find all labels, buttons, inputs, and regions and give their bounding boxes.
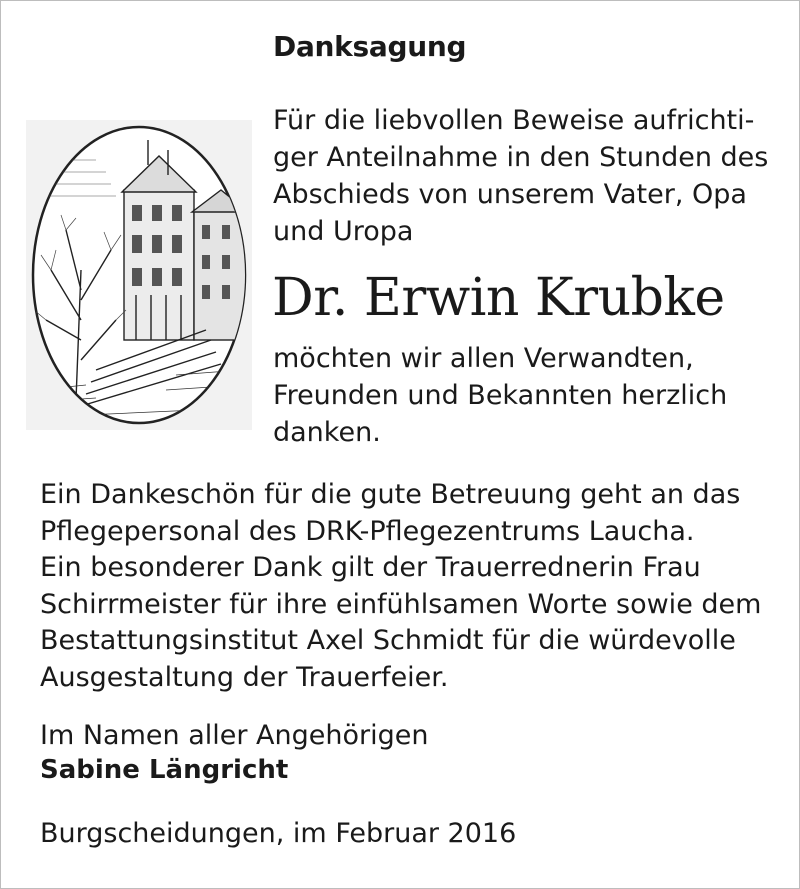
thanks-line: Schirrmeister für ihre einfühlsamen Worte sowie dem [40, 588, 762, 620]
closing-line: möchten wir allen Verwandten, [273, 343, 694, 374]
closing-line: Freunden und Bekannten herzlich [273, 380, 728, 411]
thanks-line: Ein besonderer Dank gilt der Trauerrednerin Frau [40, 552, 701, 583]
intro-line: und Uropa [273, 216, 414, 247]
thanks-line: Bestattungsinstitut Axel Schmidt für die würdevolle [40, 625, 736, 656]
intro-paragraph [273, 102, 793, 250]
closing-paragraph [273, 340, 793, 451]
building-sketch-illustration [26, 120, 252, 430]
thanks-line: Ein Dankeschön für die gute Betreuung geht an das [40, 479, 741, 510]
place-date: Burgscheidungen, im Februar 2016 [40, 818, 517, 849]
thanks-paragraph [40, 477, 790, 696]
signature-name: Sabine Längricht [40, 755, 289, 785]
deceased-name: Dr. Erwin Krubke [272, 268, 725, 328]
thanks-line: Pflegepersonal des DRK-Pflegezentrums Laucha. [40, 515, 695, 547]
intro-line: Für die liebvollen Beweise aufrichti- [273, 105, 755, 136]
thanks-line: Ausgestaltung der Trauerfeier. [40, 661, 449, 693]
notice-heading: Danksagung [273, 30, 467, 63]
intro-line: ger Anteilnahme in den Stunden des [273, 142, 769, 173]
closing-line: danken. [273, 417, 381, 448]
intro-line: Abschieds von unserem Vater, Opa [273, 179, 747, 210]
greeting-line: Im Namen aller Angehörigen [40, 720, 429, 751]
